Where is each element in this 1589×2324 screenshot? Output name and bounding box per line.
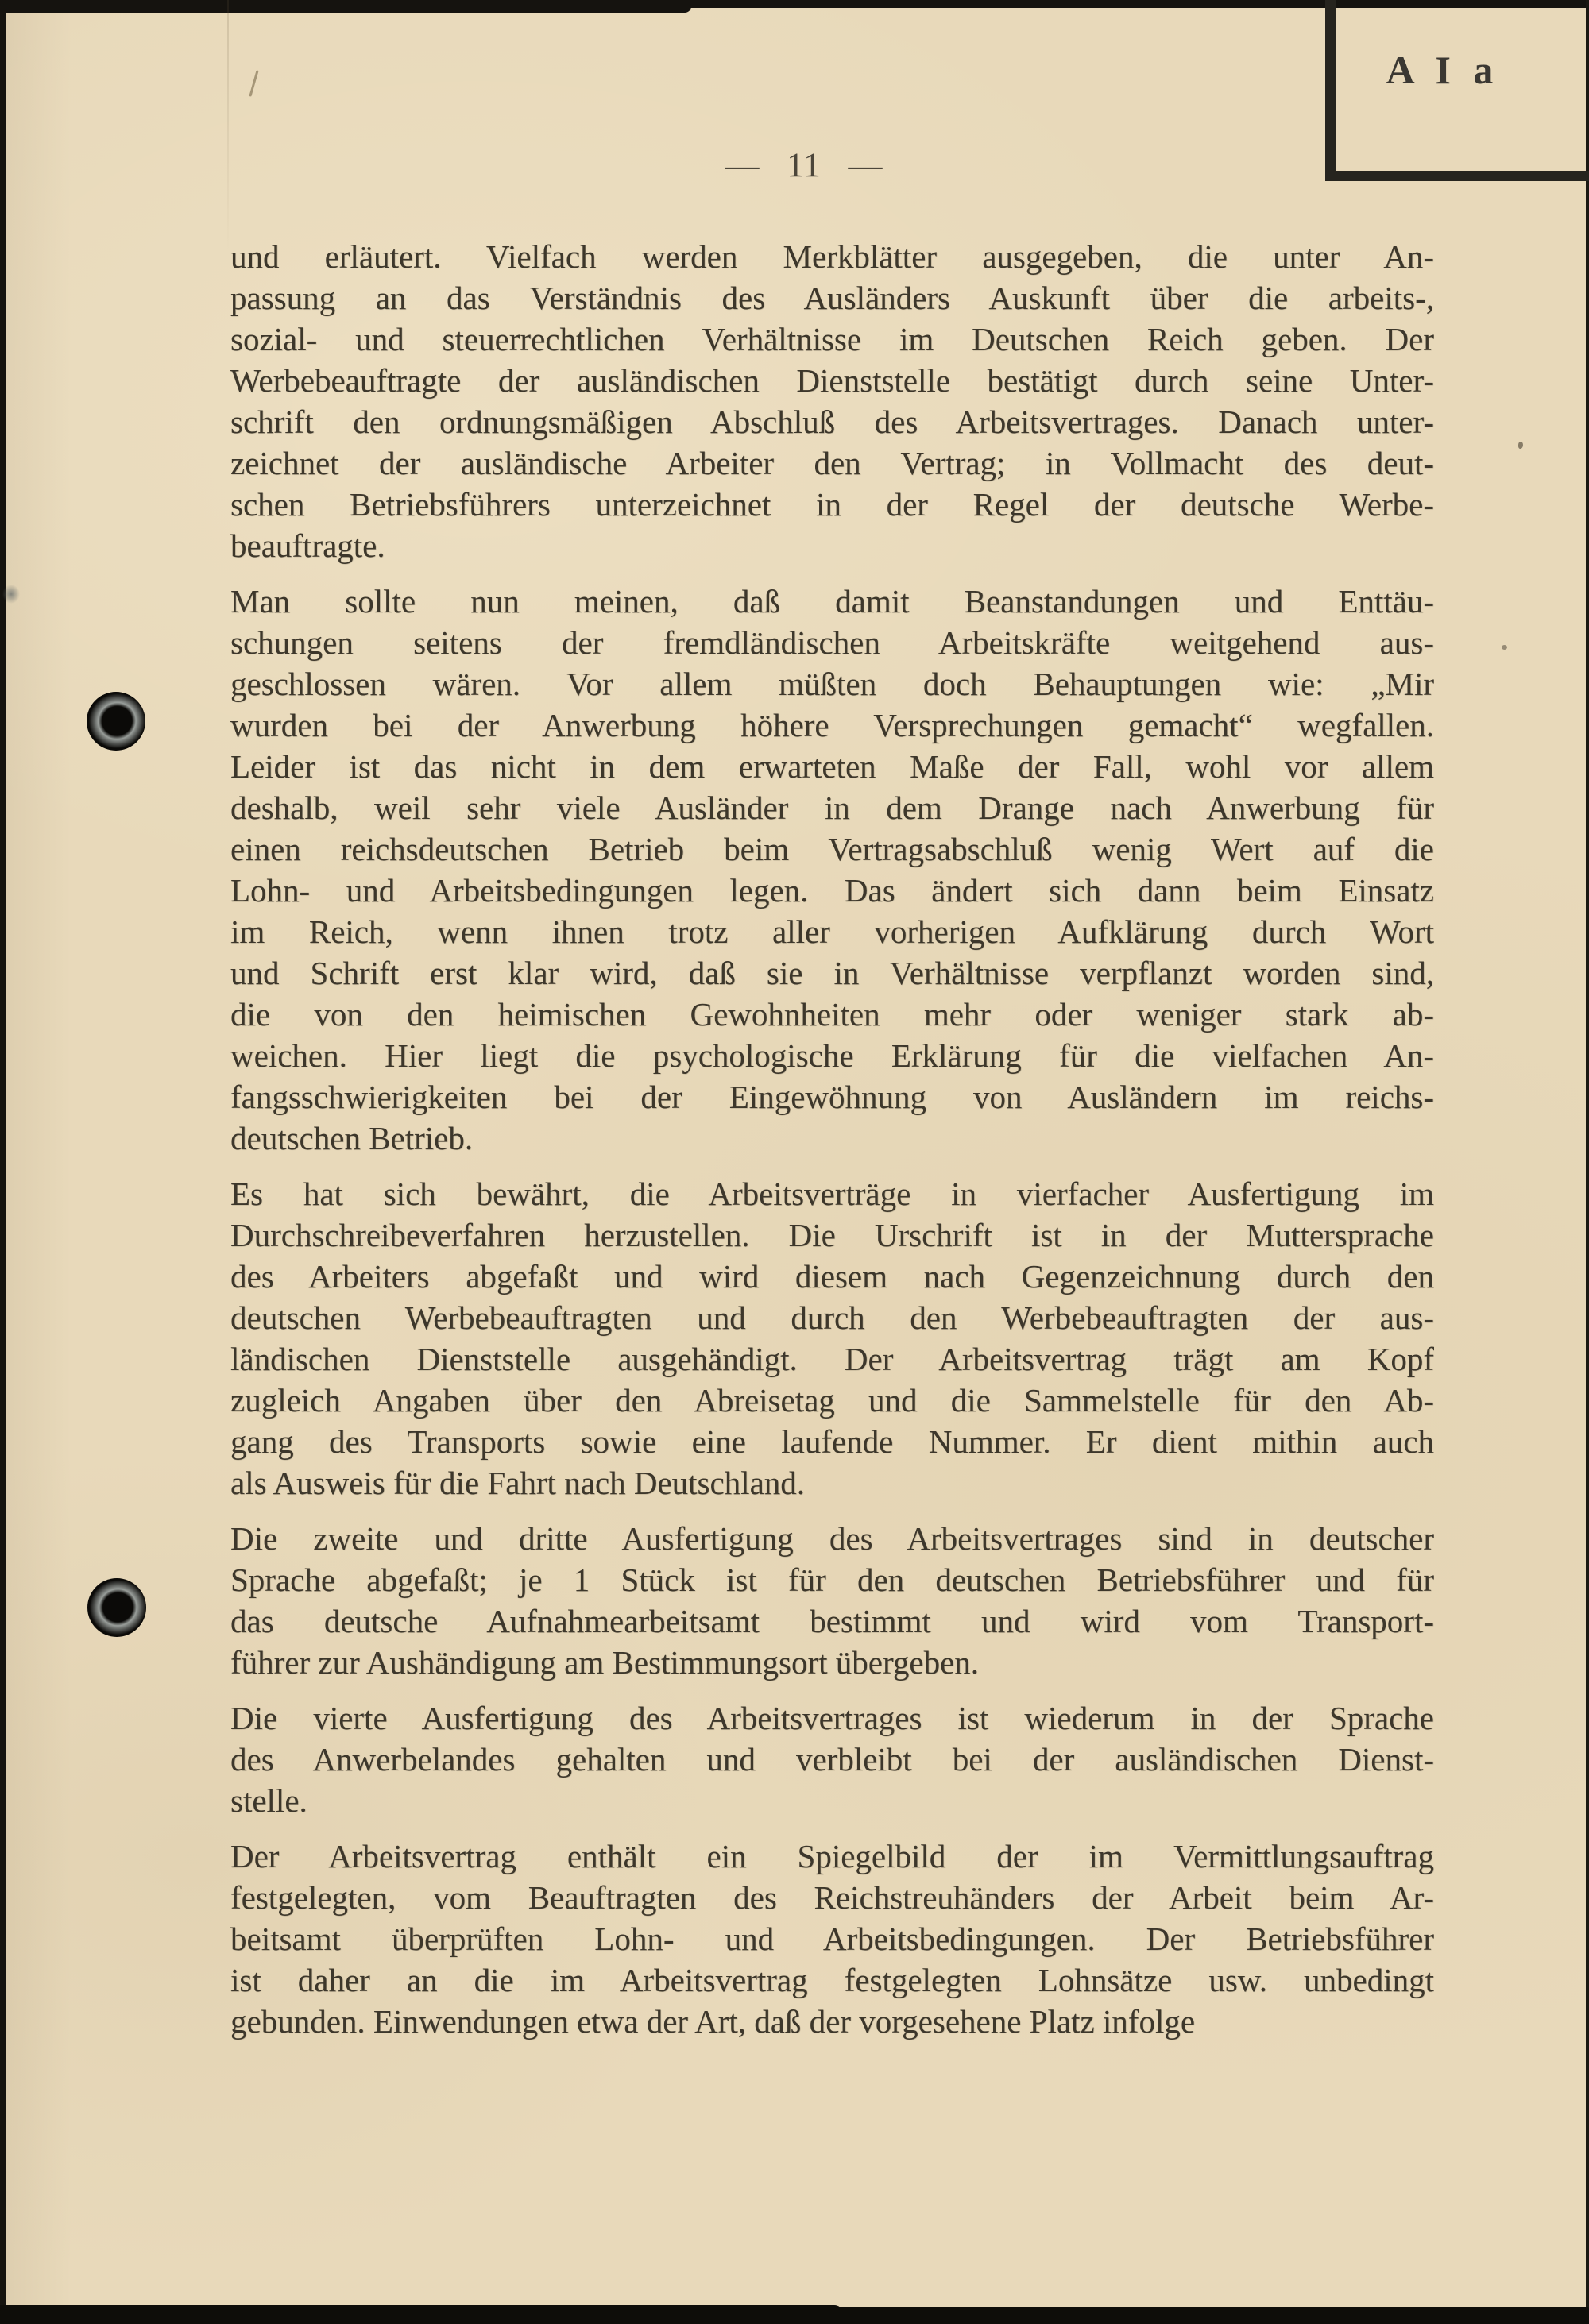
text-line: des Arbeiters abgefaßt und wird diesem nach Gegenzeichnung durch den [230, 1258, 1434, 1295]
text-line: sozial- und steuerrechtlichen Verhältnisse im Deutschen Reich geben. Der [230, 321, 1434, 357]
punch-hole-bottom [87, 1578, 146, 1637]
text-line: gang des Transports sowie eine laufende Nummer. Er dient mithin auch [230, 1423, 1434, 1460]
punch-hole-top [87, 692, 145, 751]
text-line: Durchschreibeverfahren herzustellen. Die Urschrift ist in der Muttersprache [230, 1217, 1434, 1253]
paragraph [230, 1173, 1434, 1504]
text-line: und erläutert. Vielfach werden Merkblätter ausgegeben, die unter An- [230, 238, 1434, 275]
text-line: passung an das Verständnis des Ausländers Auskunft über die arbeits-, [230, 280, 1434, 316]
text-line: deutschen Werbebeauftragten und durch den Werbebeauftragten der aus- [230, 1299, 1434, 1336]
paragraph [230, 581, 1434, 1159]
text-line: im Reich, wenn ihnen trotz aller vorherigen Aufklärung durch Wort [230, 913, 1434, 950]
page-number: — 11 — [725, 147, 883, 184]
text-line: beauftragte. [230, 527, 385, 564]
text-line: festgelegten, vom Beauftragten des Reichstreuhänders der Arbeit beim Ar- [230, 1879, 1434, 1916]
classification-label: A I a [1386, 47, 1495, 92]
text-line: Der Arbeitsvertrag enthält ein Spiegelbild der im Vermittlungsauftrag [230, 1838, 1434, 1874]
text-line: stelle. [230, 1782, 307, 1819]
text-line: das deutsche Aufnahmearbeitsamt bestimmt und wird vom Transport- [230, 1603, 1434, 1639]
text-line: Leider ist das nicht in dem erwarteten Maße der Fall, wohl vor allem [230, 748, 1434, 785]
text-line: Es hat sich bewährt, die Arbeitsverträge in vierfacher Ausfertigung im [230, 1176, 1434, 1212]
ink-speck [1502, 645, 1507, 650]
text-line: weichen. Hier liegt die psychologische Erklärung für die vielfachen An- [230, 1037, 1434, 1074]
paragraph [230, 1836, 1434, 2042]
text-line: schen Betriebsführers unterzeichnet in der Regel der deutsche Werbe- [230, 486, 1434, 523]
edge-smudge [2, 585, 20, 604]
text-line: führer zur Aushändigung am Bestimmungsort übergeben. [230, 1644, 980, 1681]
text-line: als Ausweis für die Fahrt nach Deutschland. [230, 1465, 806, 1501]
text-block [230, 236, 1434, 2056]
scan-edge-left [0, 0, 6, 2324]
scan-edge-bottom [0, 2307, 1589, 2324]
text-line: ländischen Dienststelle ausgehändigt. Der Arbeitsvertrag trägt am Kopf [230, 1341, 1434, 1377]
text-line: einen reichsdeutschen Betrieb beim Vertragsabschluß wenig Wert auf die [230, 831, 1434, 867]
paragraph [230, 1697, 1434, 1821]
text-line: ist daher an die im Arbeitsvertrag festgelegten Lohnsätze usw. unbedingt [230, 1962, 1434, 1998]
text-line: schrift den ordnungsmäßigen Abschluß des Arbeitsvertrages. Danach unter- [230, 403, 1434, 440]
text-line: geschlossen wären. Vor allem müßten doch Behauptungen wie: „Mir [230, 666, 1434, 702]
text-line: Die zweite und dritte Ausfertigung des Arbeitsvertrages sind in deutscher [230, 1520, 1434, 1557]
paper-fiber-mark [249, 70, 258, 97]
paragraph [230, 1518, 1434, 1683]
text-line: Man sollte nun meinen, daß damit Beanstandungen und Enttäu- [230, 583, 1434, 620]
text-line: schungen seitens der fremdländischen Arbeitskräfte weitgehend aus- [230, 624, 1434, 661]
text-line: fangsschwierigkeiten bei der Eingewöhnung von Ausländern im reichs- [230, 1079, 1434, 1115]
text-line: des Anwerbelandes gehalten und verbleibt bei der ausländischen Dienst- [230, 1741, 1434, 1778]
text-line: zeichnet der ausländische Arbeiter den Vertrag; in Vollmacht des deut- [230, 445, 1434, 481]
text-line: wurden bei der Anwerbung höhere Versprechungen gemacht“ wegfallen. [230, 707, 1434, 743]
paper-seam [227, 0, 229, 254]
scan-edge-right [1586, 0, 1589, 2324]
text-line: gebunden. Einwendungen etwa der Art, daß der vorgesehene Platz infolge [230, 2003, 1196, 2040]
text-line: die von den heimischen Gewohnheiten mehr oder weniger stark ab- [230, 996, 1434, 1033]
text-line: Werbebeauftragte der ausländischen Dienststelle bestätigt durch seine Unter- [230, 362, 1434, 399]
ink-speck [1518, 442, 1523, 449]
text-line: deshalb, weil sehr viele Ausländer in dem Drange nach Anwerbung für [230, 789, 1434, 826]
text-line: Sprache abgefaßt; je 1 Stück ist für den deutschen Betriebsführer und für [230, 1562, 1434, 1598]
text-line: beitsamt überprüften Lohn- und Arbeitsbedingungen. Der Betriebsführer [230, 1921, 1434, 1957]
paragraph [230, 236, 1434, 566]
text-line: Die vierte Ausfertigung des Arbeitsvertrages ist wiederum in der Sprache [230, 1700, 1434, 1736]
text-line: Lohn- und Arbeitsbedingungen legen. Das ändert sich dann beim Einsatz [230, 872, 1434, 909]
text-line: zugleich Angaben über den Abreisetag und die Sammelstelle für den Ab- [230, 1382, 1434, 1419]
text-line: und Schrift erst klar wird, daß sie in Verhältnisse verpflanzt worden sind, [230, 955, 1434, 991]
text-line: deutschen Betrieb. [230, 1120, 474, 1156]
